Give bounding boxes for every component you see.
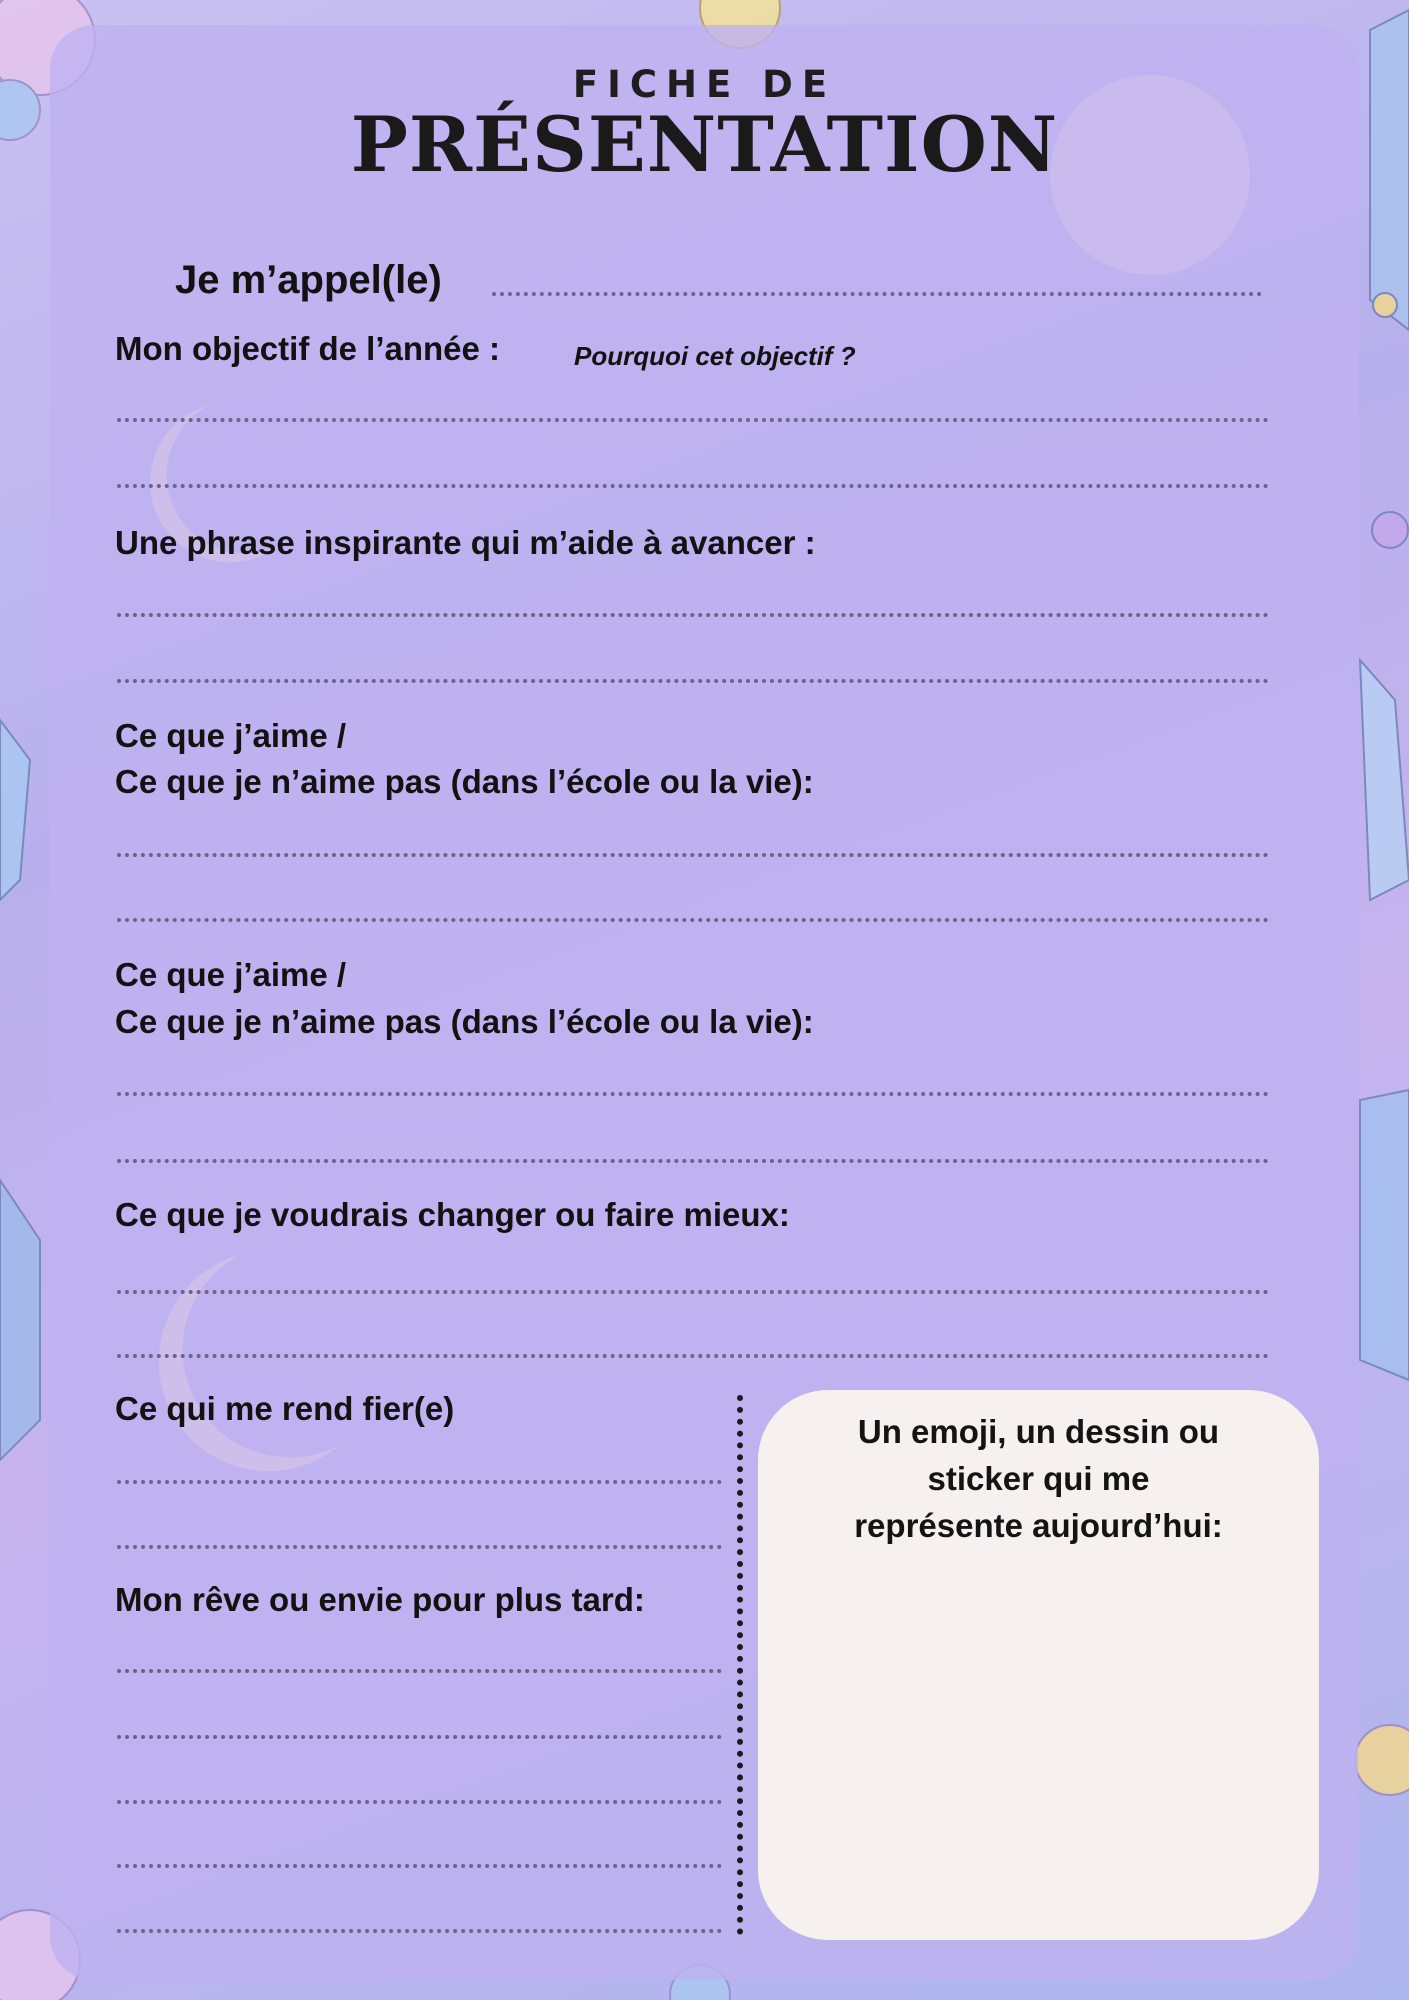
likes-1-label-line2: Ce que je n’aime pas (dans l’école ou la vie): [115, 763, 814, 800]
proud-line-2[interactable] [117, 1545, 722, 1549]
proud-line-1[interactable] [117, 1480, 722, 1484]
likes-1-label-line1: Ce que j’aime / [115, 717, 347, 754]
likes-2-label-line2: Ce que je n’aime pas (dans l’école ou la vie): [115, 1003, 814, 1040]
emoji-box-title [758, 1408, 1319, 1549]
dream-line-1[interactable] [117, 1669, 722, 1673]
quote-line-1[interactable] [117, 613, 1269, 617]
improve-line-1[interactable] [117, 1290, 1269, 1294]
dream-line-2[interactable] [117, 1735, 722, 1739]
improve-line-2[interactable] [117, 1354, 1269, 1358]
emoji-box-title-line1: Un emoji, un dessin ou [857, 1413, 1220, 1450]
likes-2-line-1[interactable] [117, 1092, 1269, 1096]
proud-label: Ce qui me rend fier(e) [115, 1390, 455, 1427]
crystal-right-icon [1360, 660, 1409, 1380]
likes-2-line-2[interactable] [117, 1159, 1269, 1163]
improve-label: Ce que je voudrais changer ou faire mieux: [115, 1196, 790, 1233]
goal-why-label: Pourquoi cet objectif ? [574, 341, 856, 371]
goal-line-2[interactable] [117, 484, 1269, 488]
emoji-box-title-line2: sticker qui me [927, 1460, 1150, 1497]
dream-line-3[interactable] [117, 1800, 722, 1804]
crystal-left-icon [0, 720, 40, 1460]
dream-label: Mon rêve ou envie pour plus tard: [115, 1581, 645, 1618]
emoji-drawing-box[interactable] [758, 1390, 1319, 1940]
title-fiche-de: FICHE DE [572, 63, 837, 106]
likes-1-line-2[interactable] [117, 918, 1269, 922]
dream-line-5[interactable] [117, 1929, 722, 1933]
column-divider [737, 1395, 743, 1935]
goal-label: Mon objectif de l’année : [115, 330, 501, 367]
dream-line-4[interactable] [117, 1864, 722, 1868]
quote-label: Une phrase inspirante qui m’aide à avancer : [115, 524, 816, 561]
emoji-box-title-line3: représente aujourd’hui: [854, 1507, 1223, 1544]
likes-1-line-1[interactable] [117, 853, 1269, 857]
page-title: PRÉSENTATION [350, 100, 1059, 189]
quote-line-2[interactable] [117, 679, 1269, 683]
name-label: Je m’appel(le) [175, 258, 442, 302]
likes-2-label-line1: Ce que j’aime / [115, 956, 347, 993]
goal-line-1[interactable] [117, 418, 1269, 422]
name-line[interactable] [492, 292, 1262, 296]
